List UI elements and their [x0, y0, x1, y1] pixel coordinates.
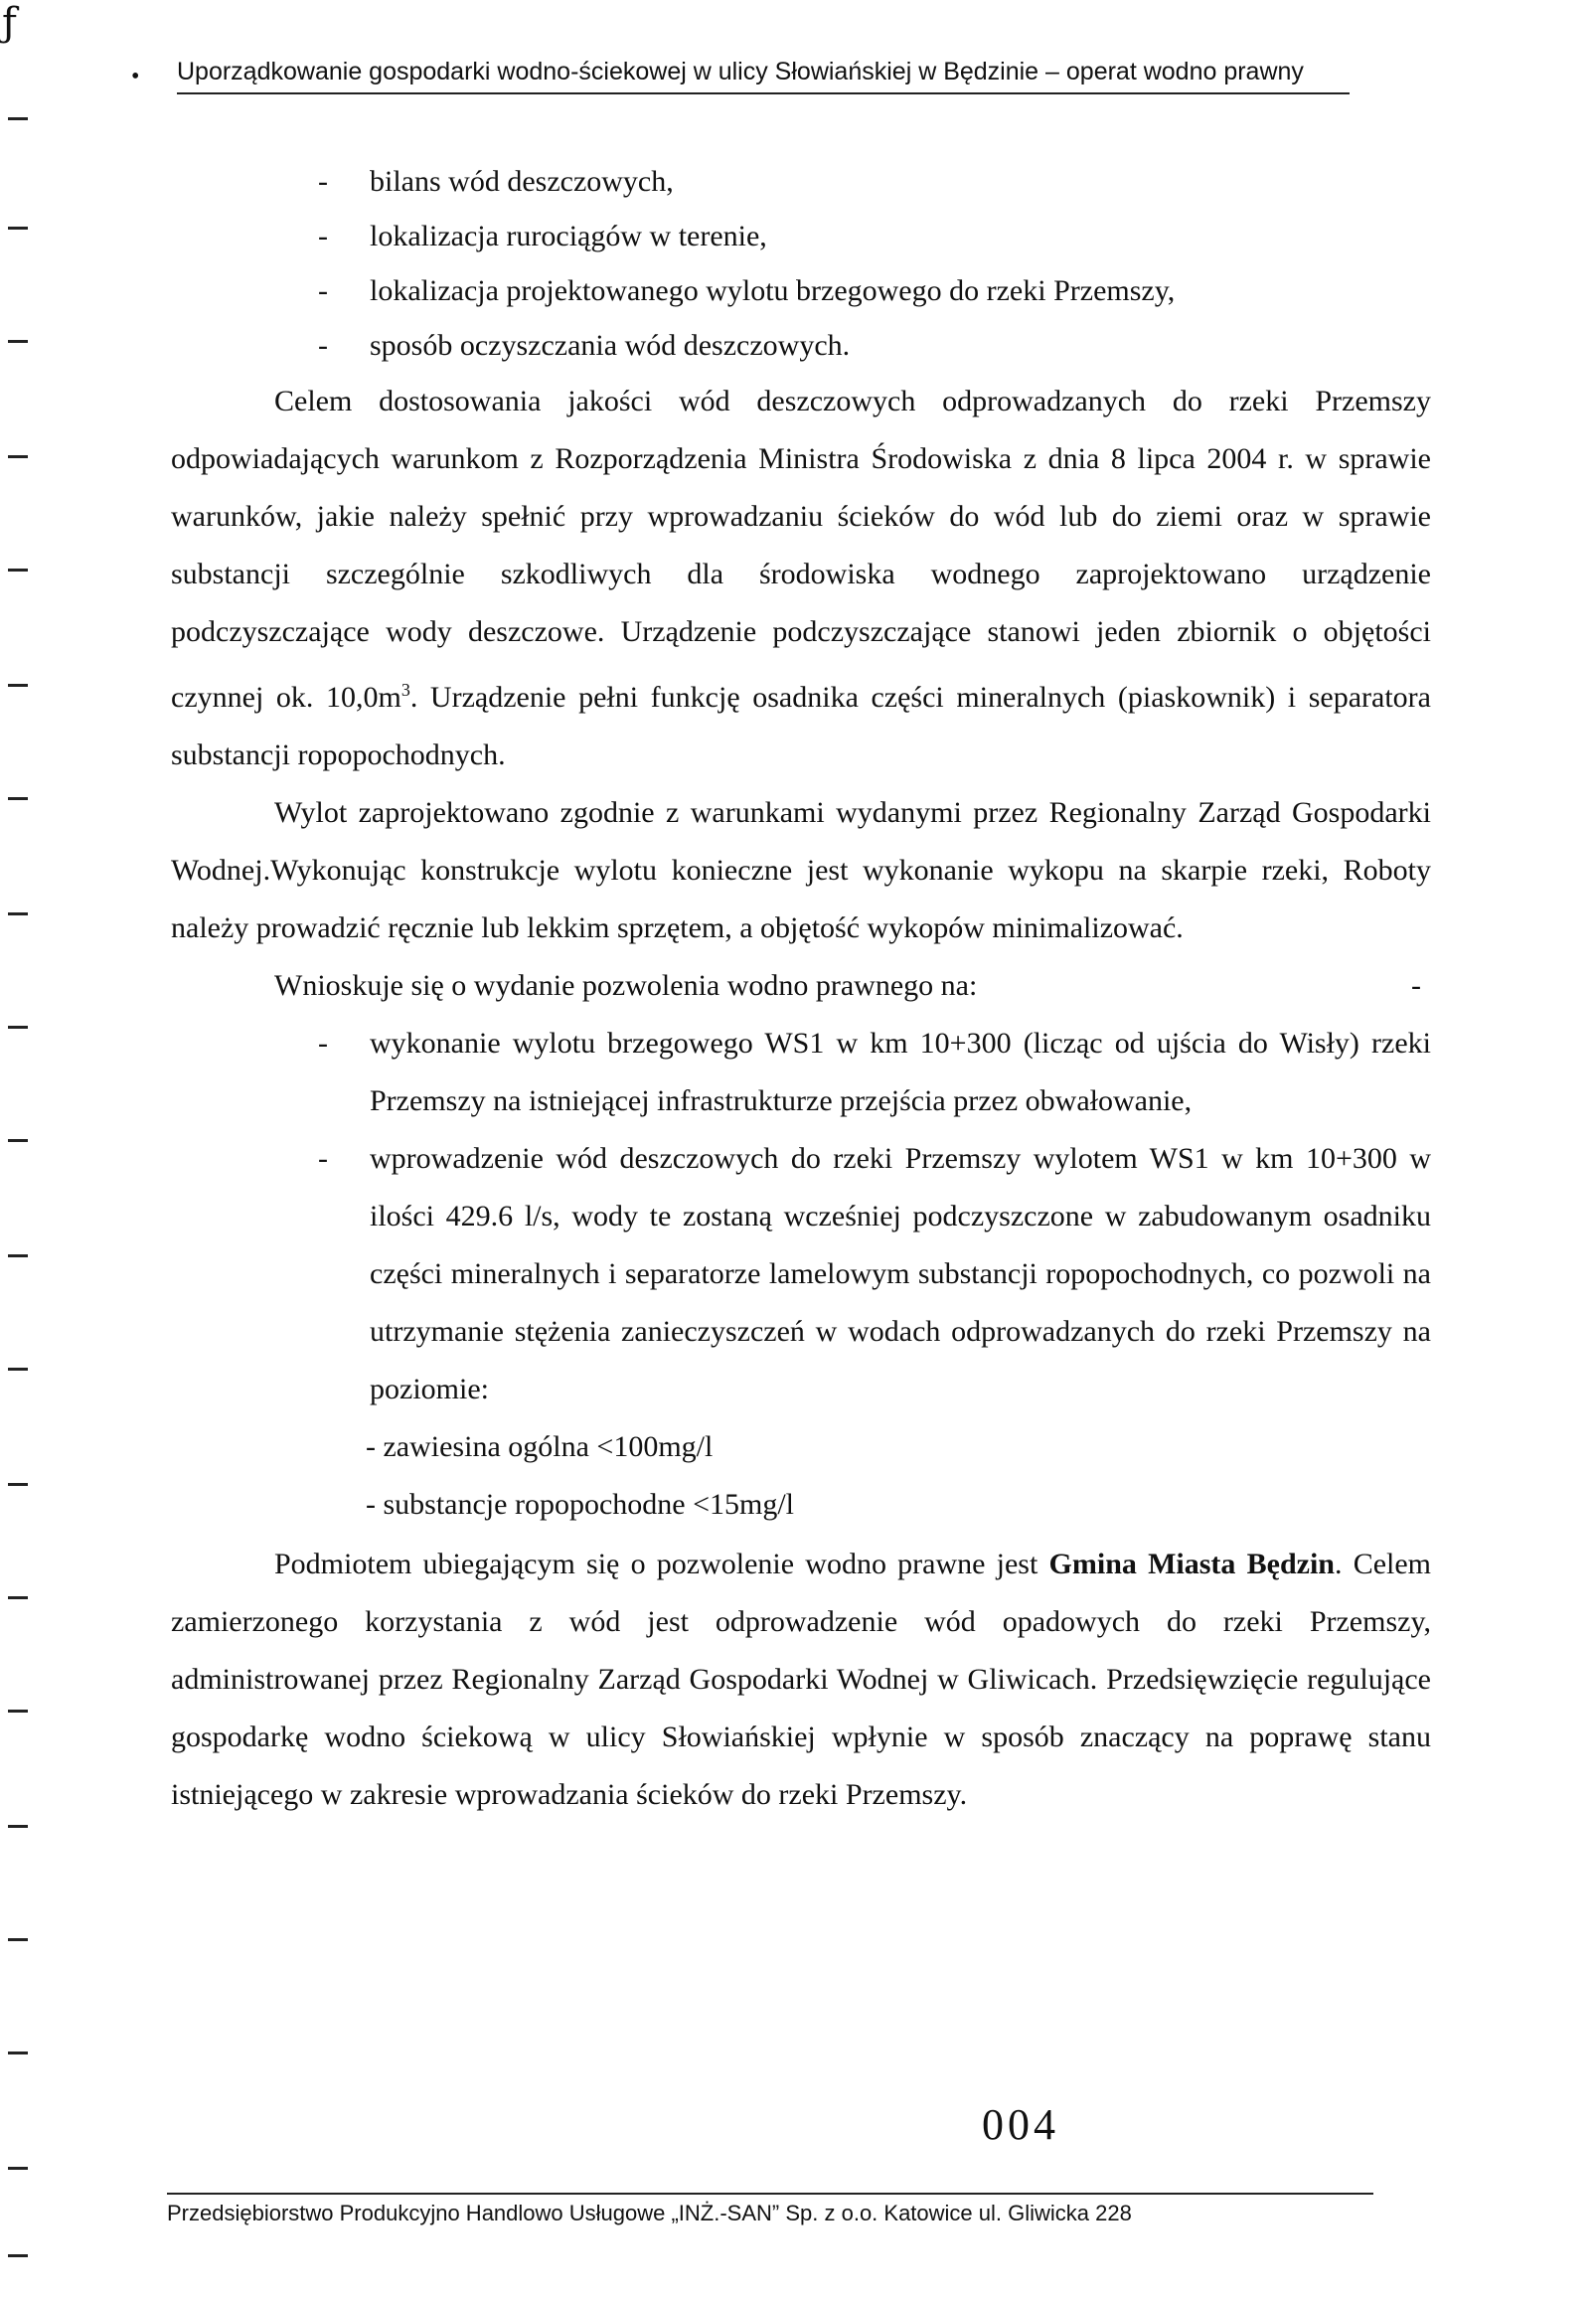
margin-mark: [8, 340, 28, 343]
bullet-dash: -: [318, 274, 328, 307]
scan-corner-mark: ƒ: [2, 0, 17, 46]
margin-mark: [8, 117, 28, 120]
margin-mark: [8, 2052, 28, 2054]
document-body: [171, 154, 1431, 1824]
margin-mark: [8, 912, 28, 915]
list-item: - lokalizacja rurociągów w terenie,: [171, 209, 1431, 263]
list-item: - wprowadzenie wód deszczowych do rzeki Przemszy wylotem WS1 w km 10+300 w ilości 429.6 l/s, wody te zostaną wcześniej podczyszczone w zabudowanym osadniku części mineralnych i separatorze lamelowym substancji ropopochodnych, co pozwoli na utrzymanie stężenia zanieczyszczeń w wodach odprowadzanych do rzeki Przemszy na poziomie:: [171, 1130, 1431, 1418]
page-header: Uporządkowanie gospodarki wodno-ściekowej w ulicy Słowiańskiej w Będzinie – operat wodno prawny: [177, 58, 1350, 94]
margin-mark: [8, 1368, 28, 1371]
margin-mark: [8, 1026, 28, 1029]
bullet-dash: -: [318, 329, 328, 362]
margin-mark: [8, 569, 28, 572]
request-intro: Wnioskuje się o wydanie pozwolenia wodno prawnego na: -: [274, 969, 1421, 1002]
margin-mark: [8, 684, 28, 687]
page-footer: Przedsiębiorstwo Produkcyjno Handlowo Usługowe „INŻ.-SAN” Sp. z o.o. Katowice ul. Gliwicka 228: [167, 2193, 1373, 2226]
bullet-dash: -: [318, 165, 328, 198]
superscript: 3: [400, 680, 410, 700]
limit-item: - zawiesina ogólna <100mg/l: [366, 1430, 714, 1463]
list-item: - wykonanie wylotu brzegowego WS1 w km 10+300 (licząc od ujścia do Wisły) rzeki Przemszy na istniejącej infrastrukturze przejścia przez obwałowanie,: [171, 1015, 1431, 1130]
bullet-dash: -: [318, 1027, 328, 1060]
page-number: 004: [982, 2100, 1059, 2149]
margin-mark: [8, 1139, 28, 1142]
bullet-dash: -: [318, 220, 328, 252]
limit-item: - substancje ropopochodne <15mg/l: [366, 1488, 795, 1521]
paragraph-applicant: Podmiotem ubiegającym się o pozwolenie wodno prawne jest Gmina Miasta Będzin. Celem zamierzonego korzystania z wód jest odprowadzenie wód opadowych do rzeki Przemszy, administrowanej przez Regionalny Zarząd Gospodarki Wodnej w Gliwicach. Przedsięwzięcie regulujące gospodarkę wodno ściekową w ulicy Słowiańskiej wpłynie w sposób znaczący na poprawę stanu istniejącego w zakresie wprowadzania ścieków do rzeki Przemszy.: [171, 1548, 1432, 1811]
margin-mark: [8, 1254, 28, 1257]
bullet-dash: -: [318, 1142, 328, 1175]
paragraph-outlet: Wylot zaprojektowano zgodnie z warunkami wydanymi przez Regionalny Zarząd Gospodarki Wodnej.Wykonując konstrukcje wylotu konieczne jest wykonanie wykopu na skarpie rzeki, Roboty należy prowadzić ręcznie lub lekkim sprzętem, a objętość wykopów minimalizować.: [171, 796, 1431, 944]
margin-mark: [8, 1938, 28, 1941]
header-bullet-dot: •: [131, 64, 140, 89]
list-item: - sposób oczyszczania wód deszczowych.: [171, 318, 1431, 373]
paragraph-device: Celem dostosowania jakości wód deszczowych odprowadzanych do rzeki Przemszy odpowiadających warunkom z Rozporządzenia Ministra Środowiska z dnia 8 lipca 2004 r. w sprawie warunków, jakie należy spełnić przy wprowadzaniu ścieków do wód lub do ziemi oraz w sprawie substancji szczególnie szkodliwych dla środowiska wodnego zaprojektowano urządzenie podczyszczające wody deszczowe. Urządzenie podczyszczające stanowi jeden zbiornik o objętości czynnej ok. $10,0m^3$. Urządzenie pełni funkcję osadnika części mineralnych (piaskownik) i separatora substancji ropopochodnych.: [171, 385, 1431, 771]
margin-mark: [8, 2254, 28, 2257]
margin-mark: [8, 797, 28, 800]
margin-mark: [8, 227, 28, 230]
list-item: - bilans wód deszczowych,: [171, 154, 1431, 209]
margin-mark: [8, 1596, 28, 1599]
margin-mark: [8, 1710, 28, 1713]
margin-mark: [8, 1825, 28, 1828]
margin-mark: [8, 1483, 28, 1486]
list-item: - lokalizacja projektowanego wylotu brzegowego do rzeki Przemszy,: [171, 263, 1431, 318]
margin-mark: [8, 2167, 28, 2170]
applicant-name: Gmina Miasta Będzin: [1048, 1548, 1335, 1580]
margin-mark: [8, 455, 28, 458]
